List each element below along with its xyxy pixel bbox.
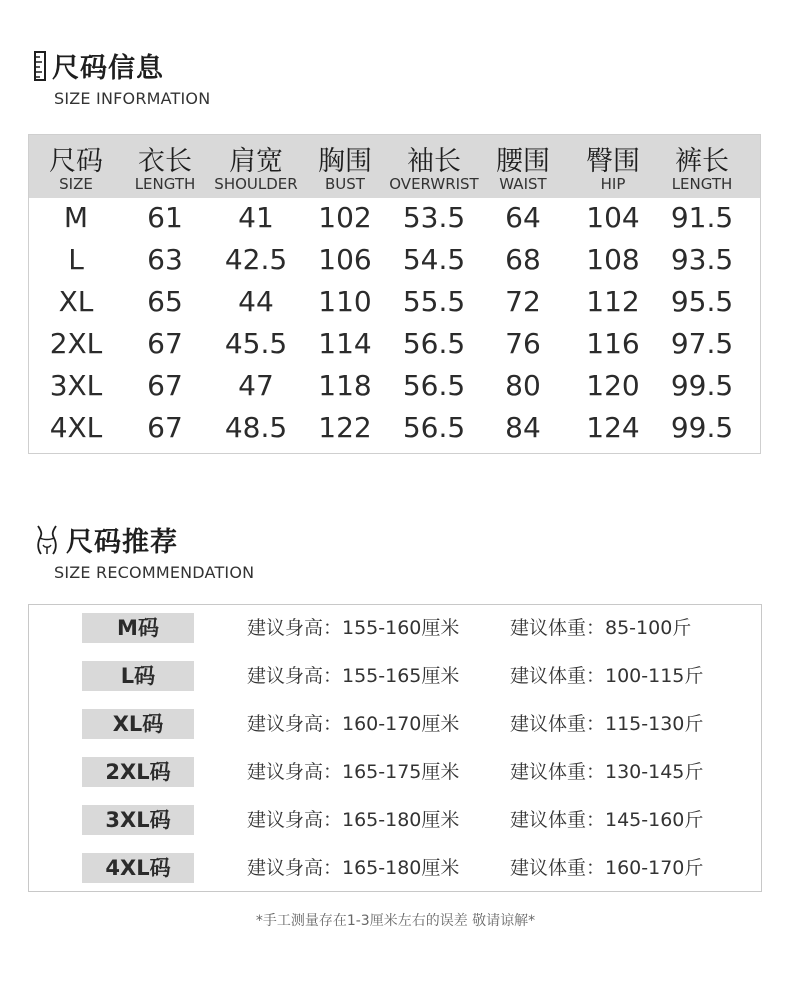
table-row: 2XL 67 45.5 114 56.5 76 116 97.5 [49,327,734,360]
size-badge: 3XL码 [82,805,194,835]
col-overwrist: 袖长 OVERWRIST [389,146,479,193]
height-recommendation: 建议身高：155-160厘米 [247,617,460,639]
col-waist: 腰围 WAIST [496,146,550,193]
weight-recommendation: 建议体重：160-170斤 [510,857,704,879]
size-badge: L码 [82,661,194,691]
size-badge: 4XL码 [82,853,194,883]
size-recommendation-table [28,604,762,892]
list-item [29,661,761,691]
size-rec-title: 尺码推荐 [66,527,178,558]
size-badge: XL码 [82,709,194,739]
table-row: M 61 41 102 53.5 64 104 91.5 [63,201,734,234]
height-recommendation: 建议身高：165-180厘米 [247,857,460,879]
size-badge: 2XL码 [82,757,194,787]
col-pants-length: 裤长 LENGTH [671,146,733,193]
size-rec-subtitle: SIZE RECOMMENDATION [54,563,255,582]
size-table-header [29,135,760,198]
height-recommendation: 建议身高：165-180厘米 [247,809,460,831]
size-info-heading [34,46,210,108]
size-rec-heading [34,520,254,582]
table-row: XL 65 44 110 55.5 72 112 95.5 [58,285,734,318]
table-row: L 63 42.5 106 54.5 68 108 93.5 [68,243,734,276]
height-recommendation: 建议身高：160-170厘米 [247,713,460,735]
weight-recommendation: 建议体重：145-160斤 [510,809,704,831]
weight-recommendation: 建议体重：100-115斤 [510,665,704,687]
col-bust: 胸围 BUST [318,146,372,193]
measurement-disclaimer: *手工测量存在1-3厘米左右的误差 敬请谅解* [255,913,536,929]
height-recommendation: 建议身高：155-165厘米 [247,665,460,687]
list-item [29,805,761,835]
col-shoulder: 肩宽 SHOULDER [214,146,298,193]
size-info-title: 尺码信息 [52,53,164,84]
ruler-icon [34,51,46,81]
weight-recommendation: 建议体重：130-145斤 [510,761,704,783]
col-size: 尺码 SIZE [49,146,103,193]
weight-recommendation: 建议体重：115-130斤 [510,713,704,735]
list-item [29,613,761,643]
size-badge: M码 [82,613,194,643]
body-shape-icon [34,524,60,556]
weight-recommendation: 建议体重：85-100斤 [510,617,692,639]
height-recommendation: 建议身高：165-175厘米 [247,761,460,783]
table-row: 3XL 67 47 118 56.5 80 120 99.5 [49,369,734,402]
size-table [28,134,761,454]
list-item [29,757,761,787]
table-row: 4XL 67 48.5 122 56.5 84 124 99.5 [49,411,734,444]
col-length: 衣长 LENGTH [134,146,196,193]
list-item [29,709,761,739]
size-info-subtitle: SIZE INFORMATION [54,89,211,108]
list-item [29,853,761,883]
col-hip: 臀围 HIP [586,146,640,193]
